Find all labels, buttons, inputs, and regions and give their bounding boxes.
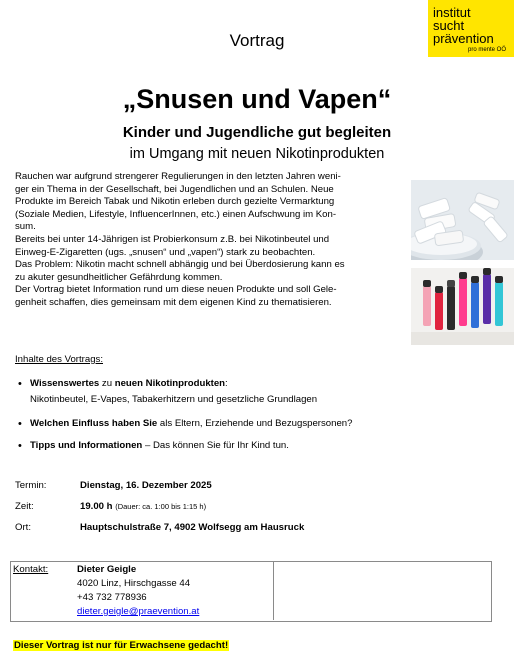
list-item: • Tipps und Informationen – Das können Sie für Ihr Kind tun.: [18, 440, 289, 452]
contents-heading: Inhalte des Vortrags:: [15, 354, 103, 365]
document-title: „Snusen und Vapen“: [122, 84, 392, 114]
intro-line: ger ein Thema in der Gesellschaft, bei Jugendlichen und an Schulen. Neue: [15, 183, 334, 195]
intro-line: sum.: [15, 221, 36, 233]
contact-email-link[interactable]: dieter.geigle@praevention.at: [77, 606, 200, 617]
intro-line: Einweg-E-Zigaretten (ugs. „snusen“ und „vapen“) stark zu beobachten.: [15, 246, 316, 258]
place-label: Ort:: [15, 522, 31, 533]
contact-name: Dieter Geigle: [77, 564, 137, 575]
time-label: Zeit:: [15, 501, 34, 512]
nicotine-pouches-photo: [411, 180, 514, 260]
time-note: (Dauer: ca. 1:00 bis 1:15 h): [115, 502, 207, 511]
logo-line-2: sucht: [433, 18, 465, 33]
adults-only-note: Dieser Vortrag ist nur für Erwachsene gedacht!: [14, 640, 229, 651]
logo-tagline: pro mente OÖ: [468, 47, 507, 53]
date-value: Dienstag, 16. Dezember 2025: [80, 480, 212, 491]
document-subtitle-2: im Umgang mit neuen Nikotinprodukten: [129, 146, 385, 162]
disposable-vapes-photo: [411, 268, 514, 345]
intro-line: Der Vortrag bietet Information rund um diese neuen Produkte und soll Gele-: [15, 284, 337, 296]
contact-label: Kontakt:: [13, 564, 49, 575]
date-label: Termin:: [15, 480, 47, 491]
logo-line-3: prävention: [433, 31, 494, 46]
intro-line: Rauchen war aufgrund strengerer Regulierungen in den letzten Jahren weni-: [15, 171, 341, 182]
list-item-detail: Nikotinbeutel, E-Vapes, Tabakerhitzern und gesetzliche Grundlagen: [30, 393, 318, 405]
intro-line: genheit schaffen, dies gemeinsam mit dem eigenen Kind zu thematisieren.: [15, 296, 332, 308]
bullet-icon: •: [18, 378, 22, 390]
logo-line-1: institut: [433, 5, 471, 20]
document-subtitle-1: Kinder und Jugendliche gut begleiten: [122, 124, 392, 141]
intro-line: Bereits bei unter 14-Jährigen ist Probierkonsum z.B. bei Nikotinbeutel und: [15, 233, 330, 245]
intro-text: [15, 171, 407, 310]
list-item: • Wissenswertes zu neuen Nikotinprodukten: Nikotinbeutel, E-Vapes, Tabakerhitzern und gesetzliche Grundlagen: [18, 378, 418, 406]
contact-phone: +43 732 778936: [77, 592, 147, 603]
intro-line: zu akuter gesundheitlicher Gefährdung kommen.: [15, 271, 223, 283]
contact-address: 4020 Linz, Hirschgasse 44: [77, 578, 191, 589]
intro-line: Das Problem: Nikotin macht schnell abhängig und bei Überdosierung kann es: [15, 259, 345, 271]
intro-line: Produkte im Bereich Tabak und Nikotin erleben durch gezielte Vermarktung: [15, 196, 335, 208]
contact-divider: [273, 561, 274, 620]
place-value: Hauptschulstraße 7, 4902 Wolfsegg am Hausruck: [80, 522, 305, 533]
time-value: 19.00 h (Dauer: ca. 1:00 bis 1:15 h): [80, 501, 207, 512]
bullet-icon: •: [18, 418, 22, 430]
bullet-icon: •: [18, 440, 22, 452]
list-item: • Welchen Einfluss haben Sie als Eltern, Erziehende und Bezugspersonen?: [18, 418, 353, 430]
document-kicker: Vortrag: [229, 31, 285, 50]
intro-line: (Soziale Medien, Lifestyle, InfluencerInnen, etc.) einen Aufschwung im Kon-: [15, 208, 337, 220]
